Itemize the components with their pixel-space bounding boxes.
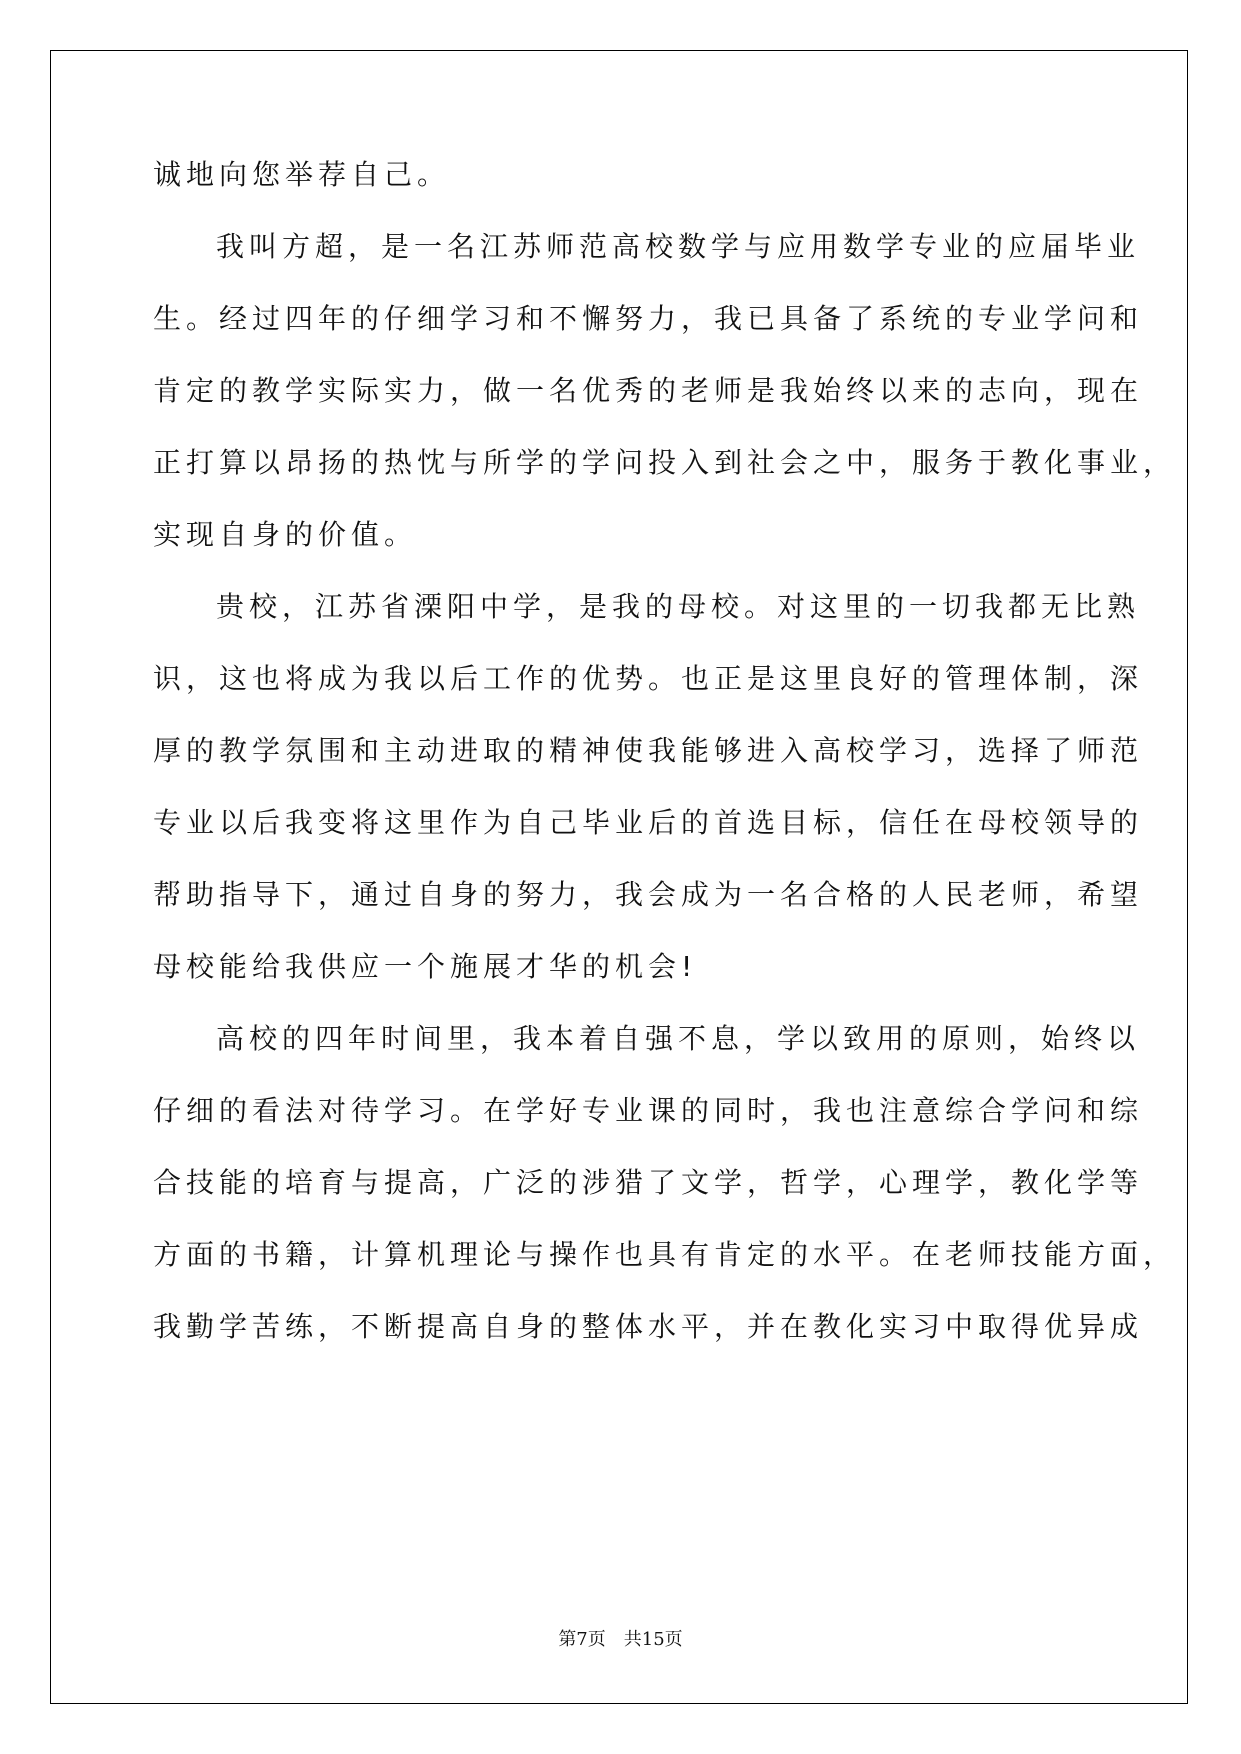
page-border	[50, 50, 1188, 1704]
body-text-line-9: 厚的教学氛围和主动进取的精神使我能够进入高校学习，选择了师范	[153, 734, 1144, 767]
body-text-line-1: 诚地向您举荐自己。	[153, 158, 451, 191]
body-text-line-13: 高校的四年时间里，我本着自强不息，学以致用的原则，始终以	[216, 1022, 1141, 1055]
body-text-line-2: 我叫方超，是一名江苏师范高校数学与应用数学专业的应届毕业	[216, 230, 1141, 263]
body-text-line-12: 母校能给我供应一个施展才华的机会!	[153, 950, 698, 983]
body-text-line-14: 仔细的看法对待学习。在学好专业课的同时，我也注意综合学问和综	[153, 1094, 1144, 1127]
page-current: 第7页	[558, 1629, 606, 1650]
body-text-line-10: 专业以后我变将这里作为自己毕业后的首选目标，信任在母校领导的	[153, 806, 1144, 839]
body-text-line-4: 肯定的教学实际实力，做一名优秀的老师是我始终以来的志向，现在	[153, 374, 1144, 407]
page-total: 共15页	[623, 1629, 683, 1650]
body-text-line-17: 我勤学苦练，不断提高自身的整体水平，并在教化实习中取得优异成	[153, 1310, 1144, 1343]
body-text-line-3: 生。经过四年的仔细学习和不懈努力，我已具备了系统的专业学问和	[153, 302, 1144, 335]
body-text-line-6: 实现自身的价值。	[153, 518, 418, 551]
page-number-footer	[0, 1625, 1241, 1651]
body-text-line-11: 帮助指导下，通过自身的努力，我会成为一名合格的人民老师，希望	[153, 878, 1144, 911]
body-text-line-7: 贵校，江苏省溧阳中学，是我的母校。对这里的一切我都无比熟	[216, 590, 1141, 623]
body-text-line-15: 合技能的培育与提高，广泛的涉猎了文学，哲学，心理学，教化学等	[153, 1166, 1144, 1199]
body-text-line-16: 方面的书籍，计算机理论与操作也具有肯定的水平。在老师技能方面，	[153, 1238, 1177, 1271]
body-text-line-8: 识，这也将成为我以后工作的优势。也正是这里良好的管理体制，深	[153, 662, 1144, 695]
body-text-line-5: 正打算以昂扬的热忱与所学的学问投入到社会之中，服务于教化事业，	[153, 446, 1177, 479]
